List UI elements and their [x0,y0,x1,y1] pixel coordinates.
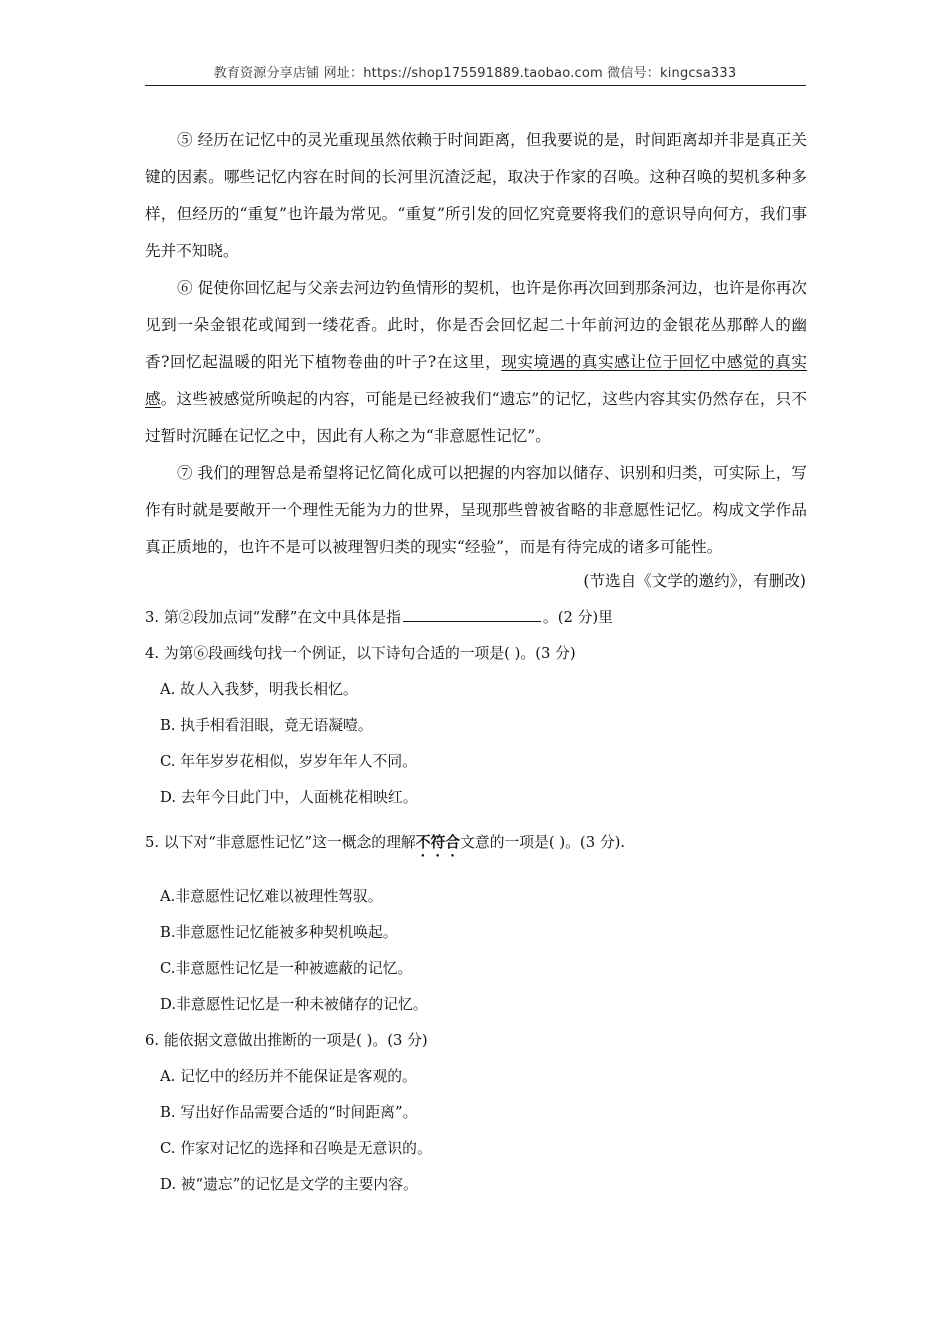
answer-blank[interactable] [403,607,541,622]
question-6-option-b: B. 写出好作品需要合适的“时间距离”。 [160,1104,418,1121]
paragraph-6 [145,270,807,455]
question-6-option-c: C. 作家对记忆的选择和召唤是无意识的。 [160,1140,432,1157]
question-5-option-c: C.非意愿性记忆是一种被遮蔽的记忆。 [160,960,413,977]
question-5-option-a: A.非意愿性记忆难以被理性驾驭。 [160,888,383,905]
question-3-text: 3. 第②段加点词“发酵”在文中具体是指 [145,609,401,626]
question-4: 4. 为第⑥段画线句找一个例证，以下诗句合适的一项是( )。(3 分) [145,645,576,662]
question-5-option-b: B.非意愿性记忆能被多种契机唤起。 [160,924,398,941]
question-5-points: 文意的一项是( )。(3 分). [460,834,626,851]
question-6: 6. 能依据文意做出推断的一项是( )。(3 分) [145,1032,428,1049]
header-divider [145,85,806,86]
question-4-option-b: B. 执手相看泪眼，竟无语凝噎。 [160,717,373,734]
question-3 [145,606,807,630]
page-header: 教育资源分享店铺 网址：https://shop175591889.taobao.com 微信号：kingcsa333 [213,66,737,81]
question-5 [145,831,807,860]
paragraph-6-text-b: 。这些被感觉所唤起的内容，可能是已经被我们“遗忘”的记忆，这些内容其实仍然存在，只不过暂时沉睡在记忆之中，因此有人称之为“非意愿性记忆”。 [145,390,807,445]
question-5-text: 5. 以下对“非意愿性记忆”这一概念的理解 [145,834,416,851]
question-5-option-d: D.非意愿性记忆是一种未被储存的记忆。 [160,996,428,1013]
question-4-option-c: C. 年年岁岁花相似，岁岁年年人不同。 [160,753,417,770]
question-5-emphasis: 不符合 [415,834,461,851]
paragraph-6-underlined-sentence: 现实境遇的真实感让位于回忆中感觉的真实感 [145,353,807,408]
paragraph-5: ⑤ 经历在记忆中的灵光重现虽然依赖于时间距离，但我要说的是，时间距离却并非是真正关键的因素。哪些记忆内容在时间的长河里沉渣泛起，取决于作家的召唤。这种召唤的契机多种多样，但经历的“重复”也许最为常见。“重复”所引发的回忆究竟要将我们的意识导向何方，我们事先并不知晓。 [145,131,807,260]
source-citation: (节选自《文学的邀约》，有删改) [583,572,806,590]
question-6-option-d: D. 被“遗忘”的记忆是文学的主要内容。 [160,1176,418,1193]
question-4-option-a: A. 故人入我梦，明我长相忆。 [160,681,358,698]
question-4-option-d: D. 去年今日此门中，人面桃花相映红。 [160,789,418,806]
paragraph-6-text-a: ⑥ 促使你回忆起与父亲去河边钓鱼情形的契机，也许是你再次回到那条河边，也许是你再次见到一朵金银花或闻到一缕花香。此时，你是否会回忆起二十年前河边的金银花丛那醉人的幽香?回忆起温暖的阳光下植物卷曲的叶子?在这里， [145,279,807,371]
paragraph-7: ⑦ 我们的理智总是希望将记忆简化成可以把握的内容加以储存、识别和归类，可实际上，写作有时就是要敞开一个理性无能为力的世界，呈现那些曾被省略的非意愿性记忆。构成文学作品真正质地的，也许不是可以被理智归类的现实“经验”，而是有待完成的诸多可能性。 [145,464,807,556]
question-6-option-a: A. 记忆中的经历并不能保证是客观的。 [160,1068,417,1085]
question-3-points: 。(2 分)里 [542,609,613,626]
